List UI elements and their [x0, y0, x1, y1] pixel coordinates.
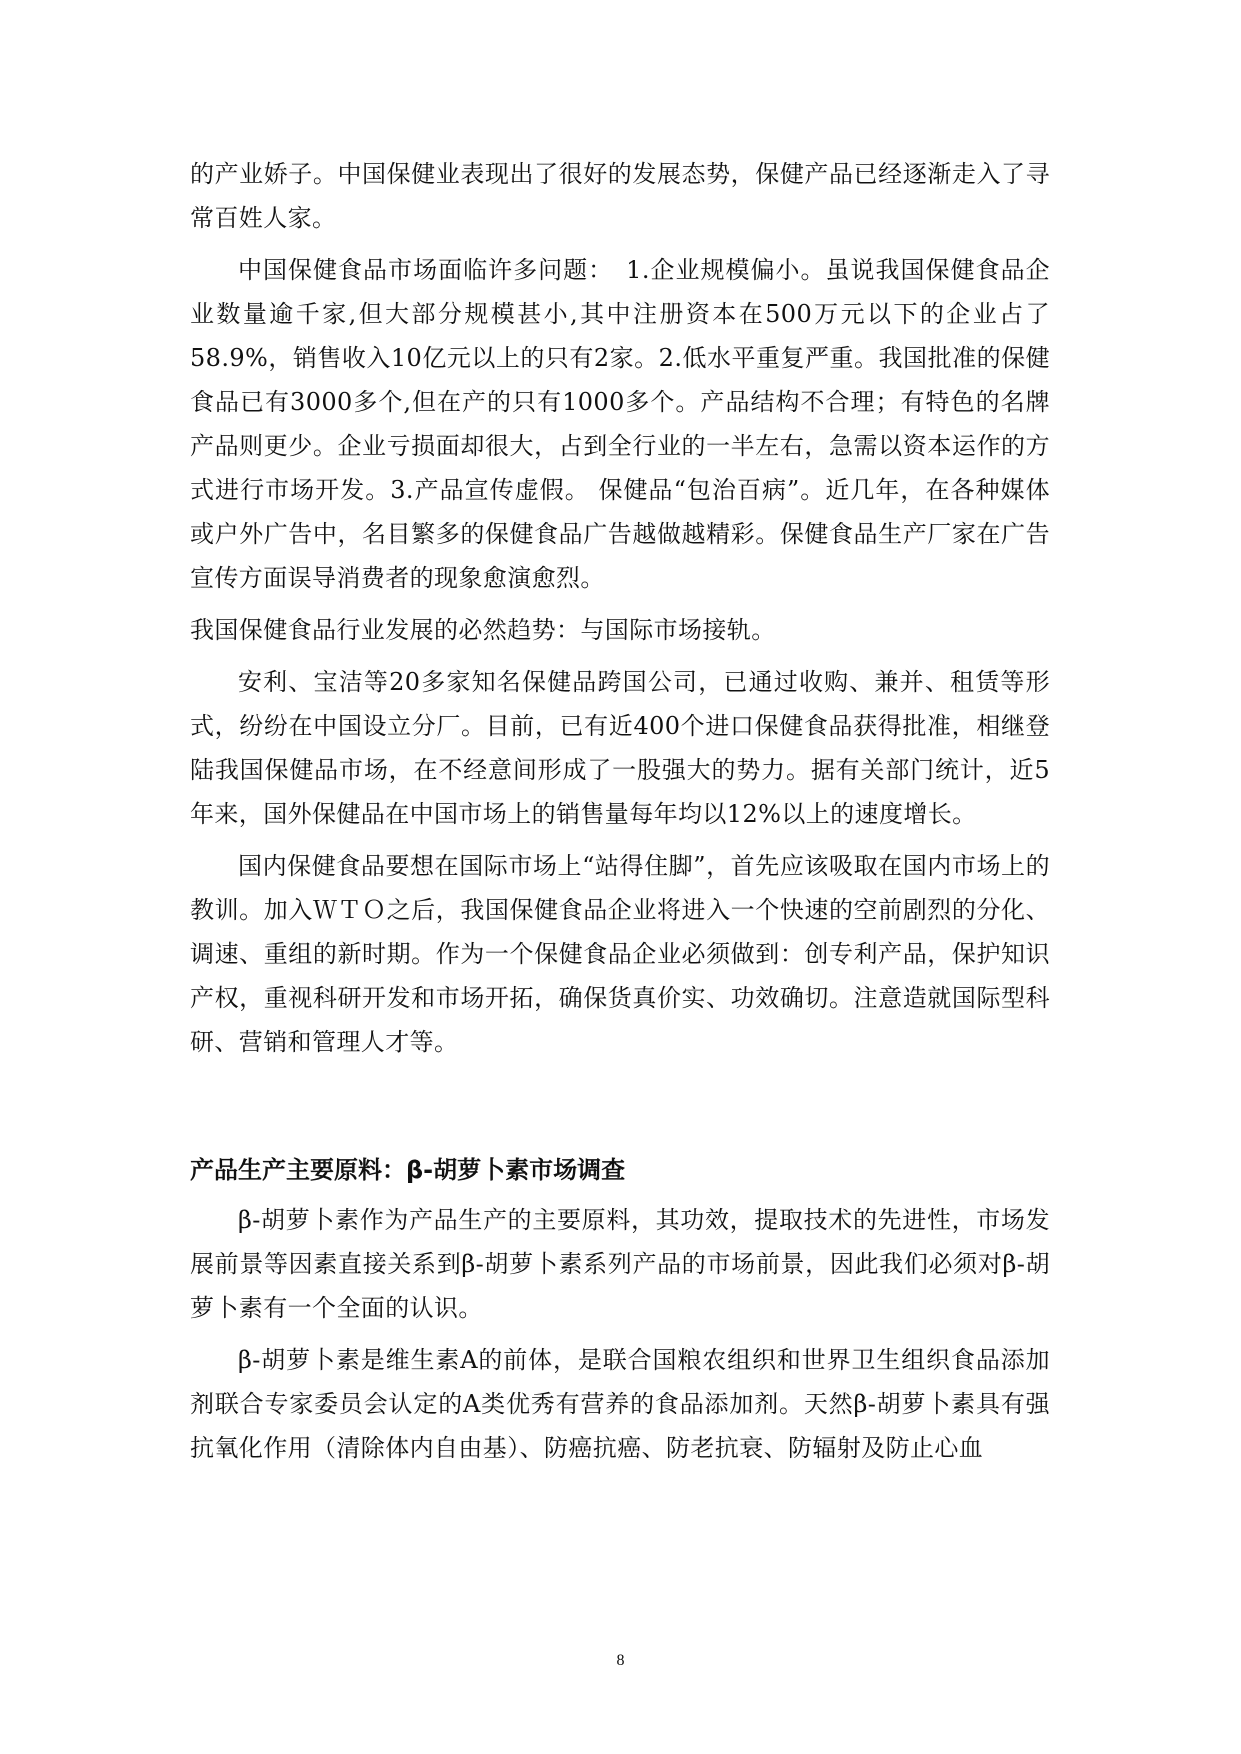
paragraph-continuation: 的产业娇子。中国保健业表现出了很好的发展态势，保健产品已经逐渐走入了寻常百姓人家。	[190, 160, 1050, 232]
section-heading: 产品生产主要原料：β-胡萝卜素市场调查	[190, 1156, 626, 1184]
paragraph-beta-carotene: β-胡萝卜素是维生素A的前体，是联合国粮农组织和世界卫生组织食品添加剂联合专家委员会认定的A类优秀有营养的食品添加剂。天然β-胡萝卜素具有强抗氧化作用（清除体内自由基）、防癌抗癌、防老抗衰、防辐射及防止心血	[190, 1346, 1050, 1462]
paragraph-foreign-companies: 安利、宝洁等20多家知名保健品跨国公司，已通过收购、兼并、租赁等形式，纷纷在中国设立分厂。目前，已有近400个进口保健食品获得批准，相继登陆我国保健品市场，在不经意间形成了一股强大的势力。据有关部门统计，近5年来，国外保健品在中国市场上的销售量每年均以12%以上的速度增长。	[190, 668, 1050, 828]
paragraph-market-problems: 中国保健食品市场面临许多问题： 1.企业规模偏小。虽说我国保健食品企业数量逾千家,但大部分规模甚小,其中注册资本在500万元以下的企业占了58.9%，销售收入10亿元以上的只有2家。2.低水平重复严重。我国批准的保健食品已有3000多个,但在产的只有1000多个。产品结构不合理；有特色的名牌产品则更少。企业亏损面却很大，占到全行业的一半左右，急需以资本运作的方式进行市场开发。3.产品宣传虚假。 保健品“包治百病”。近几年，在各种媒体或户外广告中，名目繁多的保健食品广告越做越精彩。保健食品生产厂家在广告宣传方面误导消费者的现象愈演愈烈。	[190, 256, 1050, 592]
paragraph-raw-material-intro: β-胡萝卜素作为产品生产的主要原料，其功效，提取技术的先进性，市场发展前景等因素直接关系到β-胡萝卜素系列产品的市场前景，因此我们必须对β-胡萝卜素有一个全面的认识。	[190, 1206, 1050, 1322]
paragraph-domestic-strategy: 国内保健食品要想在国际市场上“站得住脚”，首先应该吸取在国内市场上的教训。加入ＷＴＯ之后，我国保健食品企业将进入一个快速的空前剧烈的分化、调速、重组的新时期。作为一个保健食品企业必须做到：创专利产品，保护知识产权，重视科研开发和市场开拓，确保货真价实、功效确切。注意造就国际型科研、营销和管理人才等。	[190, 852, 1050, 1056]
page-number: 8	[616, 1652, 625, 1669]
paragraph-trend: 我国保健食品行业发展的必然趋势：与国际市场接轨。	[190, 616, 776, 644]
document-body	[190, 152, 1050, 1478]
